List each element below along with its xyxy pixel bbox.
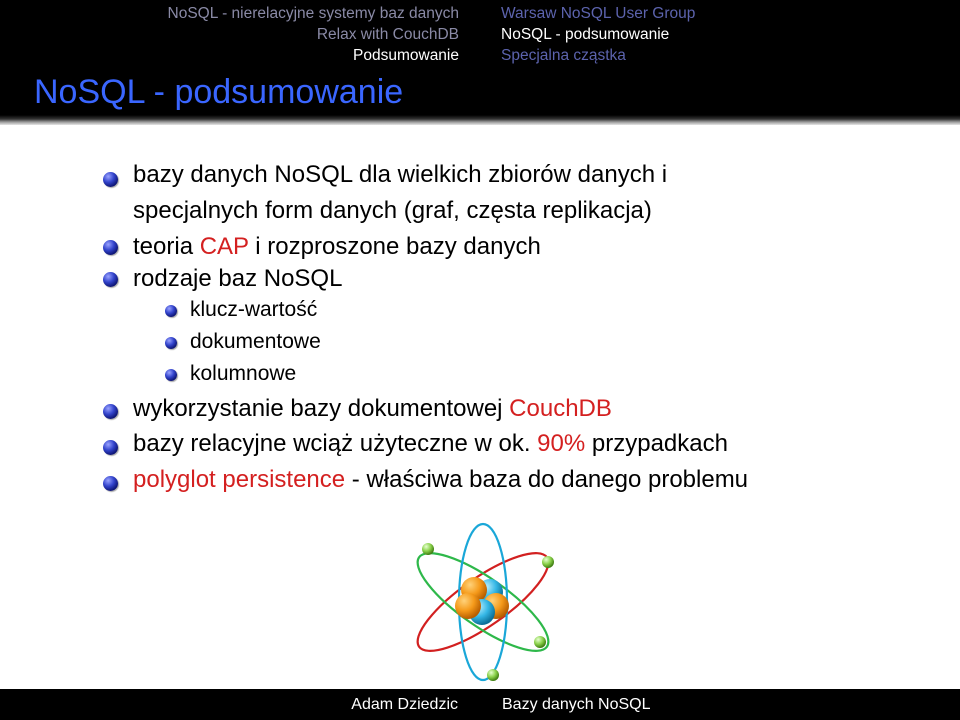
text: przypadkach <box>585 430 728 457</box>
bullet-item-relacyjne <box>133 426 728 462</box>
bullet-ball-icon <box>103 404 118 419</box>
text: teoria <box>133 233 200 260</box>
nav-subsection-nosql-podsumowanie[interactable]: NoSQL - podsumowanie <box>501 26 670 43</box>
electron <box>487 669 499 681</box>
sub-bullet-ball-icon <box>165 305 177 317</box>
bullet-item-nosql-big-data: bazy danych NoSQL dla wielkich zbiorów danych i <box>133 161 668 188</box>
highlight-couchdb: CouchDB <box>509 395 612 422</box>
text: wykorzystanie bazy dokumentowej <box>133 395 510 422</box>
header-navigation <box>0 0 960 67</box>
electron <box>422 543 434 555</box>
bullet-item-nosql-big-data-cont: specjalnych form danych (graf, częsta replikacja) <box>133 197 652 224</box>
sub-bullet-ball-icon <box>165 369 177 381</box>
footer-author: Adam Dziedzic <box>351 696 458 713</box>
electron <box>542 556 554 568</box>
sub-item-klucz-wartosc: klucz-wartość <box>190 298 318 321</box>
bullet-ball-icon <box>103 272 118 287</box>
nav-section-nierelacyjne[interactable]: NoSQL - nierelacyjne systemy baz danych <box>167 5 459 22</box>
highlight-cap: CAP <box>199 233 249 260</box>
sub-item-kolumnowe: kolumnowe <box>190 362 297 385</box>
nav-section-podsumowanie[interactable]: Podsumowanie <box>353 47 459 64</box>
footer-bar <box>0 689 960 720</box>
nav-subsection-warsaw-nosql[interactable]: Warsaw NoSQL User Group <box>501 5 696 22</box>
bullet-item-polyglot <box>133 462 748 498</box>
sub-bullet-ball-icon <box>165 337 177 349</box>
text: i rozproszone bazy danych <box>248 233 541 260</box>
bullet-item-cap <box>133 229 541 265</box>
section-navigation <box>0 0 480 67</box>
atom-icon <box>398 520 568 685</box>
frame-title: NoSQL - podsumowanie <box>34 73 404 111</box>
nav-subsection-specjalna-czastka[interactable]: Specjalna cząstka <box>501 47 626 64</box>
proton <box>455 593 481 619</box>
bullet-ball-icon <box>103 440 118 455</box>
bullet-ball-icon <box>103 476 118 491</box>
text: bazy relacyjne wciąż użyteczne w ok. <box>133 430 538 457</box>
footer-title: Bazy danych NoSQL <box>502 696 651 713</box>
bullet-item-couchdb <box>133 391 612 427</box>
subsection-navigation <box>480 0 960 67</box>
sub-item-dokumentowe: dokumentowe <box>190 330 321 353</box>
nav-section-relax-couchdb[interactable]: Relax with CouchDB <box>316 26 459 43</box>
bullet-ball-icon <box>103 172 118 187</box>
highlight-polyglot: polyglot persistence <box>133 466 346 493</box>
text: - właściwa baza do danego problemu <box>345 466 749 493</box>
electron <box>534 636 546 648</box>
bullet-ball-icon <box>103 240 118 255</box>
highlight-90: 90% <box>537 430 586 457</box>
frame-title-bar <box>0 67 960 125</box>
bullet-item-rodzaje: rodzaje baz NoSQL <box>133 265 343 292</box>
